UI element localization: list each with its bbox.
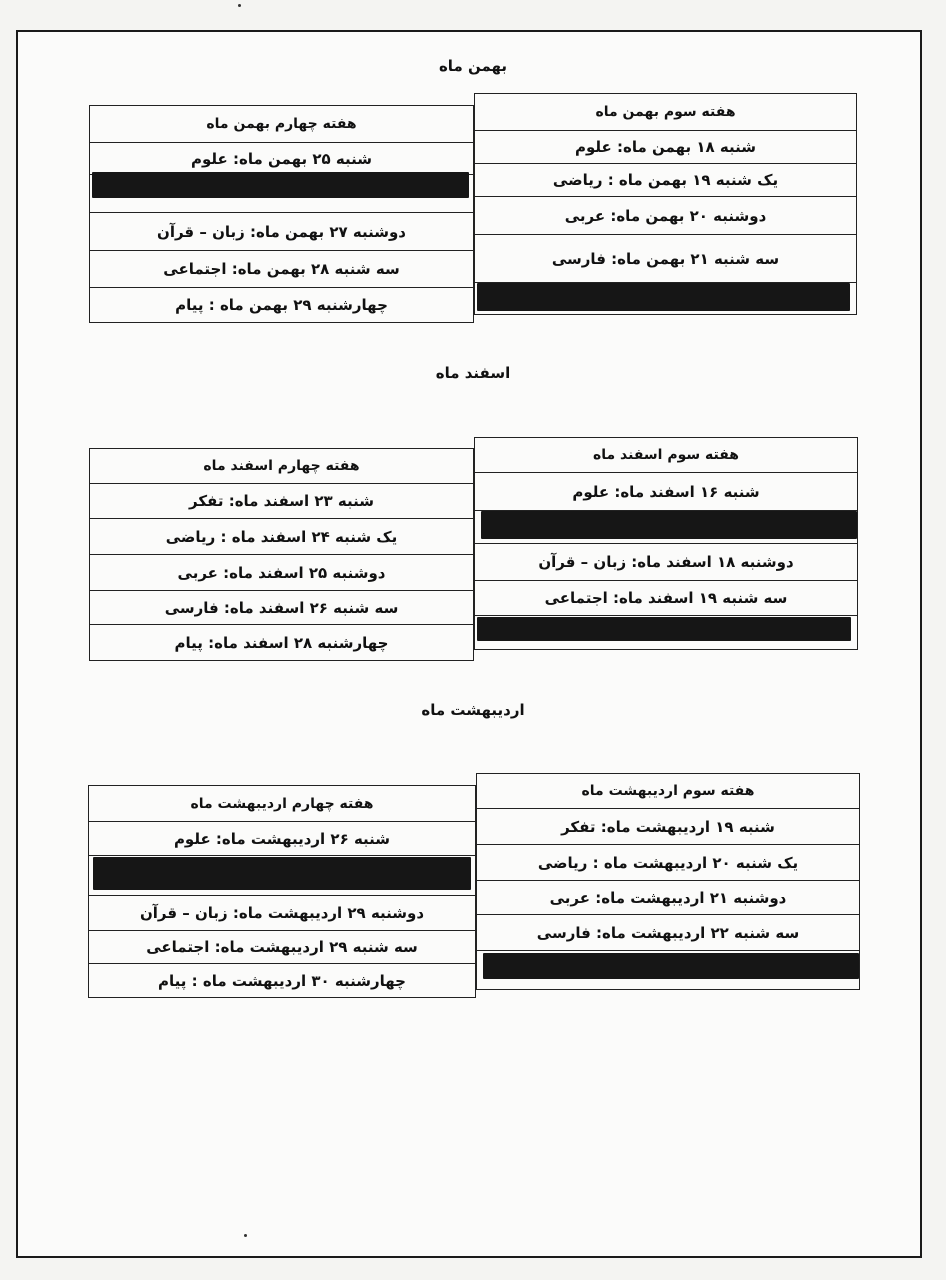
table-row: چهارشنبه ۲۹ بهمن ماه : پیام [90,287,473,323]
section-title-bahman: بهمن ماه [438,57,508,75]
table-row: شنبه ۲۳ اسفند ماه: تفکر [90,483,473,518]
table-row: سه شنبه ۲۲ اردیبهشت ماه: فارسی [477,914,859,950]
table-row: سه شنبه ۲۹ اردیبهشت ماه: اجتماعی [89,930,475,963]
redaction-bar [92,172,469,198]
table-row: یک شنبه ۲۴ اسفند ماه : ریاضی [90,518,473,554]
redaction-bar [481,511,857,539]
table-week3-esfand [474,437,858,650]
section-title-ordibehesht: اردیبهشت ماه [421,701,525,719]
table-row: شنبه ۲۶ اردیبهشت ماه: علوم [89,821,475,855]
table-row: سه شنبه ۱۹ اسفند ماه: اجتماعی [475,580,857,615]
table-row: شنبه ۱۸ بهمن ماه: علوم [475,130,856,163]
table-row: دوشنبه ۲۵ اسفند ماه: عربی [90,554,473,590]
redaction-bar [483,953,859,979]
table-header: هفته چهارم بهمن ماه [90,105,473,142]
table-row: یک شنبه ۱۹ بهمن ماه : ریاضی [475,163,856,196]
table-week3-ordibehesht [476,773,860,990]
table-week4-ordibehesht [88,785,476,998]
table-header: هفته سوم بهمن ماه [475,93,856,130]
table-row: دوشنبه ۲۱ اردیبهشت ماه: عربی [477,880,859,914]
table-header: هفته سوم اسفند ماه [475,437,857,472]
table-row: دوشنبه ۱۸ اسفند ماه: زبان – قرآن [475,543,857,580]
table-row: شنبه ۲۵ بهمن ماه: علوم [90,142,473,174]
table-row: شنبه ۱۶ اسفند ماه: علوم [475,472,857,510]
scan-speck [244,1234,247,1237]
table-header: هفته سوم اردیبهشت ماه [477,773,859,808]
table-week4-esfand [89,448,474,661]
table-row: چهارشنبه ۲۸ اسفند ماه: پیام [90,624,473,661]
table-row: دوشنبه ۲۷ بهمن ماه: زبان – قرآن [90,212,473,250]
table-row: سه شنبه ۲۸ بهمن ماه: اجتماعی [90,250,473,287]
redaction-bar [93,857,471,890]
table-row: دوشنبه ۲۰ بهمن ماه: عربی [475,196,856,234]
redaction-bar [477,283,850,311]
table-row: سه شنبه ۲۶ اسفند ماه: فارسی [90,590,473,624]
redaction-bar [477,617,851,641]
table-row: سه شنبه ۲۱ بهمن ماه: فارسی [475,234,856,282]
table-row: یک شنبه ۲۰ اردیبهشت ماه : ریاضی [477,844,859,880]
scan-speck [238,4,241,7]
table-row: چهارشنبه ۳۰ اردیبهشت ماه : پیام [89,963,475,998]
table-row: دوشنبه ۲۹ اردیبهشت ماه: زبان – قرآن [89,895,475,930]
section-title-esfand: اسفند ماه [435,364,511,382]
table-week4-bahman [89,105,474,323]
table-week3-bahman [474,93,857,315]
table-header: هفته چهارم اردیبهشت ماه [89,785,475,821]
table-header: هفته چهارم اسفند ماه [90,448,473,483]
table-row: شنبه ۱۹ اردیبهشت ماه: تفکر [477,808,859,844]
